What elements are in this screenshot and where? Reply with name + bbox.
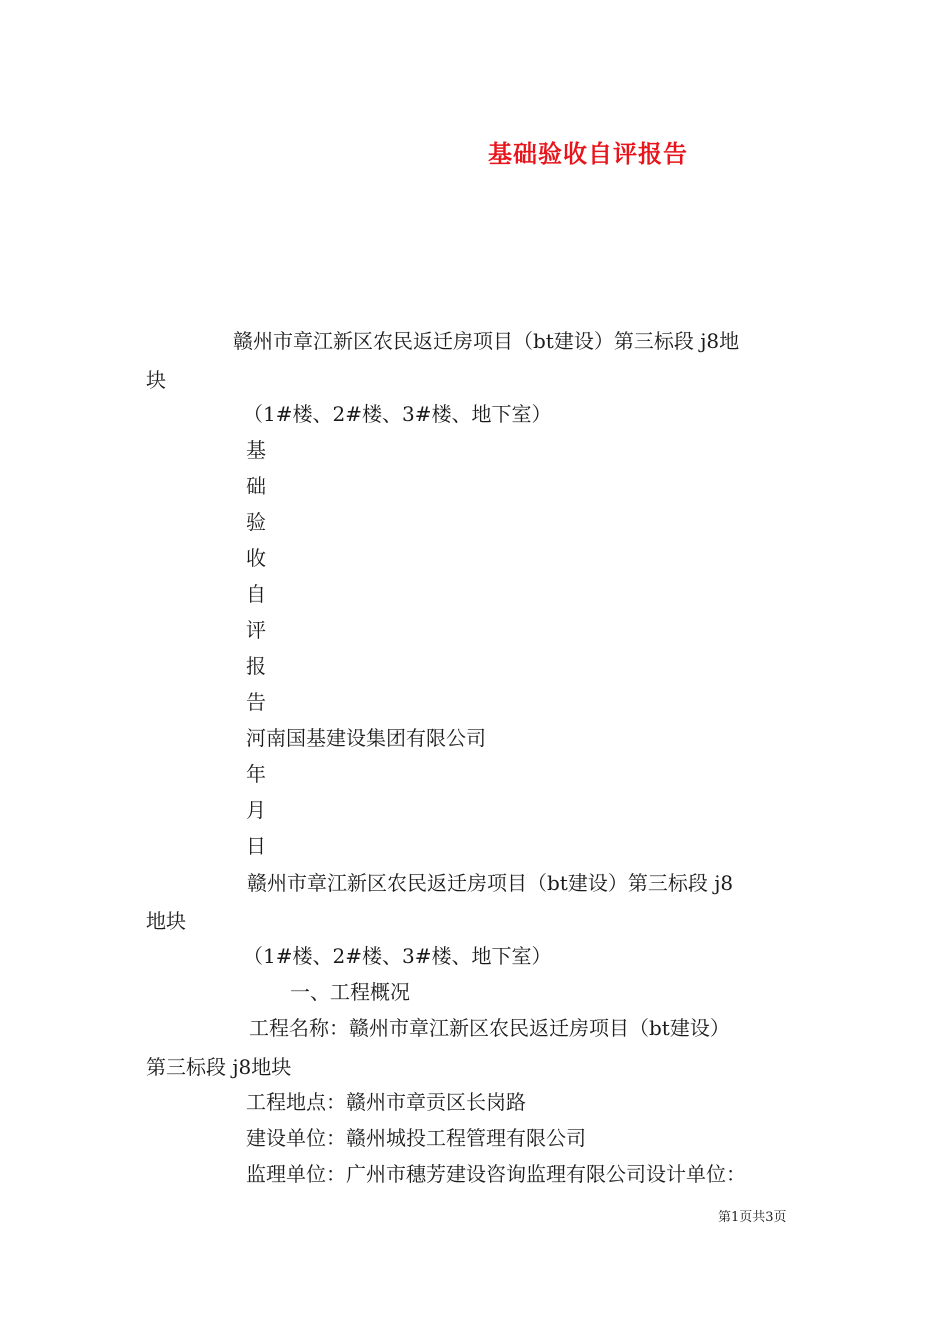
- project-name-line-1: 工程名称：赣州市章江新区农民返迁房项目（bt建设）: [249, 1016, 730, 1040]
- cover-date-char: 月: [246, 798, 266, 822]
- cover-buildings: （1#楼、2#楼、3#楼、地下室）: [243, 402, 552, 426]
- cover-vertical-title-char: 验: [246, 510, 266, 534]
- cover-date-char: 日: [246, 834, 266, 858]
- project-supervisor: 监理单位：广州市穗芳建设咨询监理有限公司设计单位：: [246, 1162, 746, 1186]
- page-footer: 第1页共3页: [718, 1210, 787, 1225]
- cover-project-line-2: 块: [146, 368, 166, 392]
- cover-vertical-title-char: 础: [246, 474, 266, 498]
- project-name-line-2: 第三标段 j8地块: [146, 1055, 292, 1079]
- cover-vertical-title-char: 自: [246, 582, 266, 606]
- document-title: 基础验收自评报告: [488, 139, 688, 168]
- project-owner: 建设单位：赣州城投工程管理有限公司: [246, 1126, 586, 1150]
- cover-vertical-title-char: 评: [246, 618, 266, 642]
- body-buildings: （1#楼、2#楼、3#楼、地下室）: [243, 944, 552, 968]
- project-location: 工程地点：赣州市章贡区长岗路: [246, 1090, 526, 1114]
- cover-project-line-1: 赣州市章江新区农民返迁房项目（bt建设）第三标段 j8地: [233, 329, 740, 353]
- body-project-line-1: 赣州市章江新区农民返迁房项目（bt建设）第三标段 j8: [247, 871, 734, 895]
- cover-company: 河南国基建设集团有限公司: [246, 726, 486, 750]
- cover-date-char: 年: [246, 762, 266, 786]
- cover-vertical-title-char: 报: [246, 654, 266, 678]
- cover-vertical-title-char: 告: [246, 690, 266, 714]
- cover-vertical-title-char: 收: [246, 546, 266, 570]
- cover-vertical-title-char: 基: [246, 438, 266, 462]
- section-heading: 一、工程概况: [290, 980, 410, 1004]
- body-project-line-2: 地块: [146, 909, 186, 933]
